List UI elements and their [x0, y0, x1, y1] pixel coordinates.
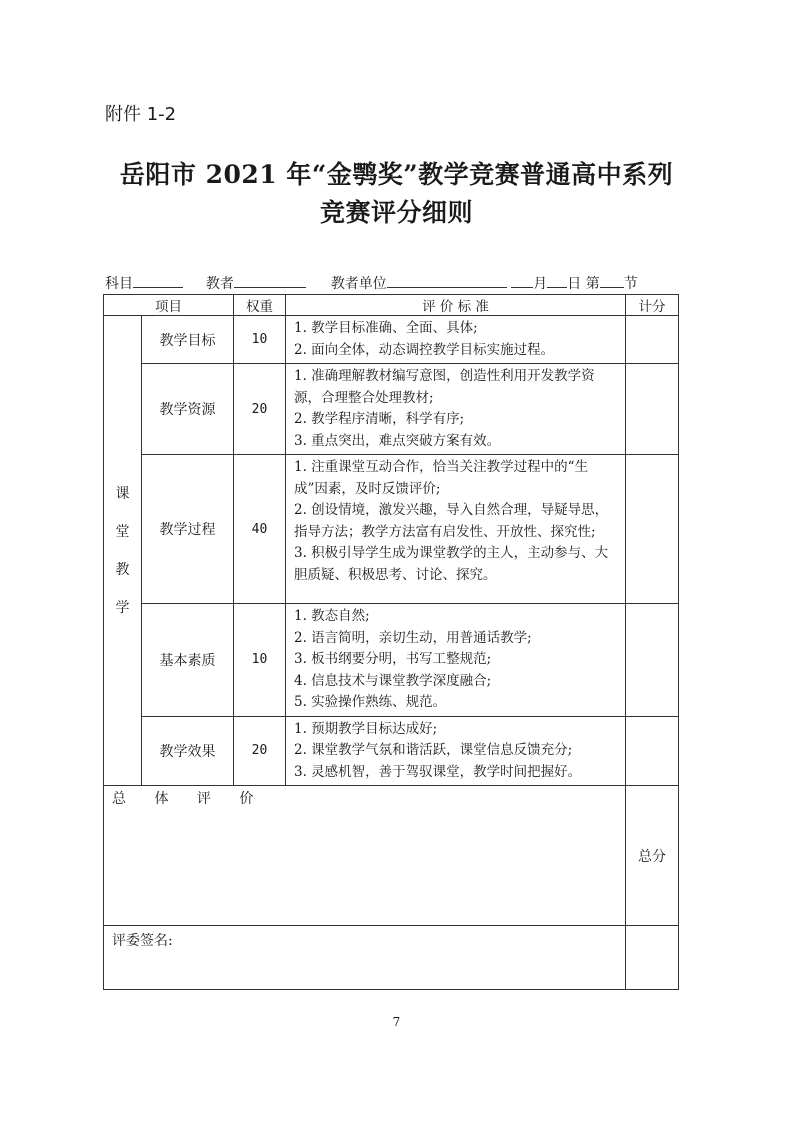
item-cell: 教学资源: [142, 364, 234, 455]
title-line-1: 岳阳市 2021 年“金鹗奖”教学竞赛普通高中系列: [119, 160, 674, 189]
unit-blank: [387, 275, 507, 288]
month-blank: [511, 275, 533, 288]
criteria-line: 3. 灵感机智，善于驾驭课堂，教学时间把握好。: [294, 763, 582, 780]
criteria-line: 2. 面向全体，动态调控教学目标实施过程。: [294, 341, 555, 358]
criteria-line: 2. 课堂教学气氛和谐活跃，课堂信息反馈充分;: [294, 742, 573, 758]
score-cell[interactable]: [626, 364, 679, 455]
table-row: [104, 716, 679, 786]
total-score-label: 总分: [638, 848, 666, 865]
criteria-line: 1. 教态自然;: [294, 608, 370, 624]
item-cell: 教学过程: [142, 455, 234, 604]
total-score-cell[interactable]: [626, 786, 679, 926]
table-row: [104, 364, 679, 455]
header-item: 项目: [104, 295, 234, 316]
score-cell[interactable]: [626, 716, 679, 786]
criteria-line: 1. 预期教学目标达成好;: [294, 720, 438, 737]
weight-cell: 20: [234, 716, 286, 786]
teacher-label: 教者: [205, 276, 234, 292]
teacher-blank: [234, 275, 306, 288]
header-criteria: 评 价 标 准: [286, 295, 626, 316]
period-label: 节: [623, 276, 638, 292]
criteria-line: 2. 创设情境，激发兴趣，导入自然合理，导疑导思，指导方法；教学方法富有启发性、开放性、探究性;: [294, 502, 609, 540]
table-row: [104, 455, 679, 604]
period-prefix: 第: [585, 276, 600, 292]
category-label: 课堂教学: [115, 485, 130, 616]
criteria-line: 4. 信息技术与课堂教学深度融合;: [294, 672, 492, 689]
criteria-line: 2. 语言简明，亲切生动，用普通话教学;: [294, 629, 532, 646]
signature-row: [104, 926, 679, 990]
header-row: [104, 295, 679, 316]
overall-row: [104, 786, 679, 926]
score-cell[interactable]: [626, 455, 679, 604]
criteria-line: 1. 教学目标准确、全面、具体;: [294, 320, 478, 336]
criteria-line: 3. 重点突出，难点突破方案有效。: [294, 432, 501, 449]
info-line: [105, 273, 680, 293]
score-cell[interactable]: [626, 604, 679, 717]
attachment-label: 附件 1-2: [105, 104, 177, 125]
title-line-2: 竞赛评分细则: [319, 198, 473, 227]
weight-cell: 40: [234, 455, 286, 604]
overall-evaluation-cell[interactable]: [104, 786, 626, 926]
signature-label: 评委签名:: [112, 933, 173, 949]
month-label: 月: [533, 276, 548, 292]
table-row: [104, 316, 679, 364]
criteria-line: 3. 积极引导学生成为课堂教学的主人，主动参与、大胆质疑、积极思考、讨论、探究。: [294, 545, 609, 583]
day-label: 日: [567, 276, 582, 292]
subject-label: 科目: [105, 276, 133, 292]
criteria-line: 1. 准确理解教材编写意图，创造性利用开发教学资源，合理整合处理教材;: [294, 368, 595, 406]
day-blank: [547, 275, 567, 288]
criteria-line: 1. 注重课堂互动合作，恰当关注教学过程中的“生成”因素，及时反馈评价;: [294, 459, 589, 497]
scoring-table: [103, 294, 679, 990]
item-cell: 基本素质: [142, 604, 234, 717]
signature-extra-cell: [626, 926, 679, 990]
table-row: [104, 604, 679, 717]
criteria-cell: [286, 455, 626, 604]
header-weight: 权重: [234, 295, 286, 316]
weight-cell: 10: [234, 316, 286, 364]
period-blank: [600, 275, 624, 288]
subject-blank: [133, 275, 183, 288]
score-cell[interactable]: [626, 316, 679, 364]
criteria-cell: [286, 364, 626, 455]
header-score: 计分: [626, 295, 679, 316]
category-cell: [104, 316, 142, 786]
criteria-cell: [286, 716, 626, 786]
weight-cell: 20: [234, 364, 286, 455]
weight-cell: 10: [234, 604, 286, 717]
item-cell: 教学效果: [142, 716, 234, 786]
criteria-line: 5. 实验操作熟练、规范。: [294, 694, 447, 710]
criteria-line: 2. 教学程序清晰，科学有序;: [294, 411, 465, 427]
signature-cell[interactable]: [104, 926, 626, 990]
criteria-line: 3. 板书纲要分明，书写工整规范;: [294, 651, 492, 667]
item-cell: 教学目标: [142, 316, 234, 364]
criteria-cell: [286, 604, 626, 717]
unit-label: 教者单位: [330, 276, 387, 292]
page-number: 7: [392, 1015, 401, 1029]
overall-evaluation-label: 总 体 评 价: [112, 791, 266, 807]
criteria-cell: [286, 316, 626, 364]
